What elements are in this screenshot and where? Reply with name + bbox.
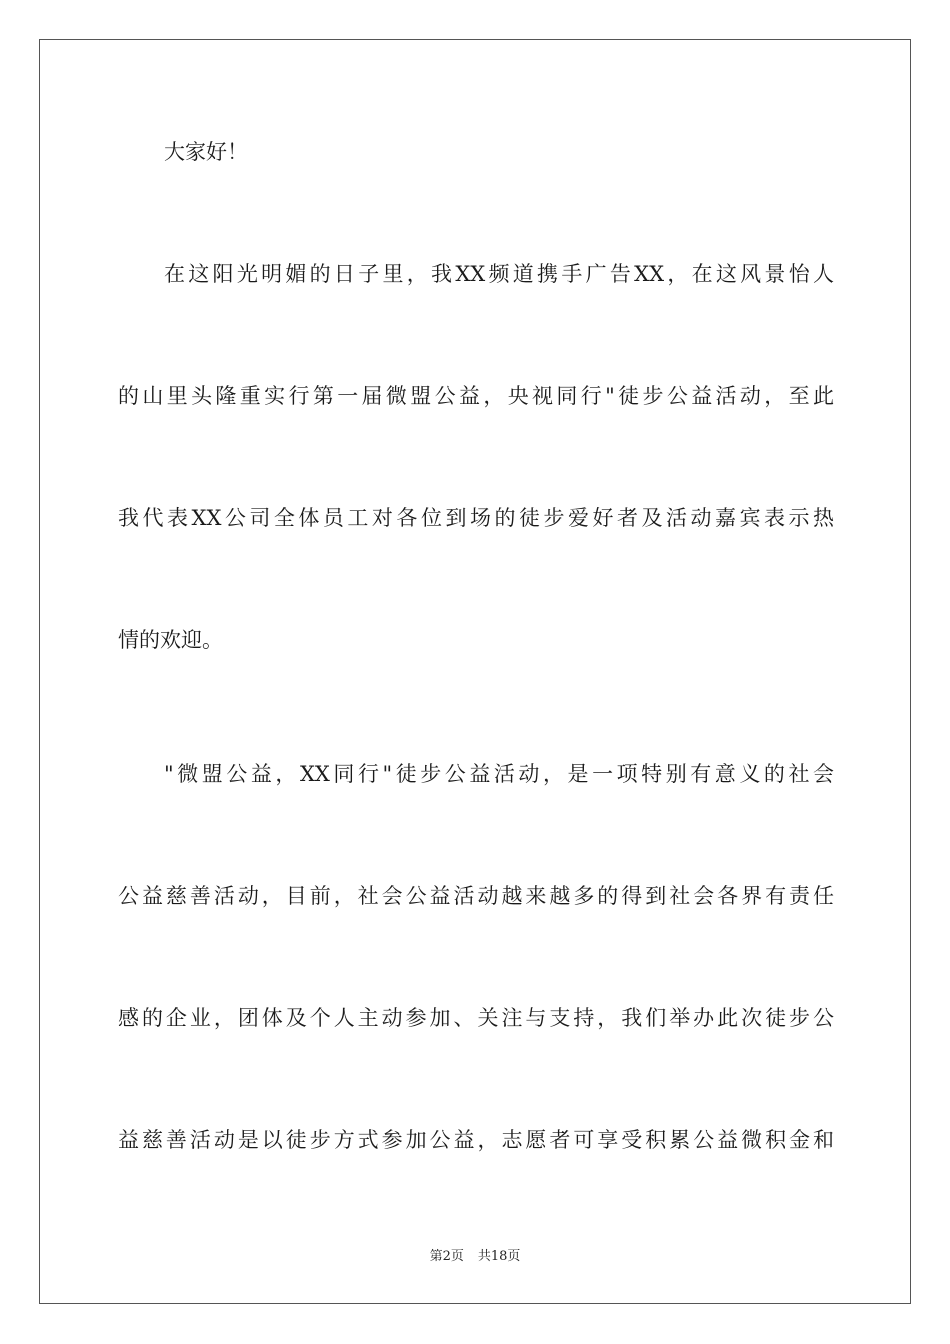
paragraph-line: 情的欢迎。 — [118, 628, 223, 652]
page-number: 第2页 — [429, 1249, 464, 1264]
paragraph-line: 的山里头隆重实行第一届微盟公益，央视同行"徒步公益活动，至此 — [118, 384, 834, 408]
paragraph-line-greeting: 大家好！ — [164, 140, 248, 164]
paragraph-line: 感的企业，团体及个人主动参加、关注与支持，我们举办此次徒步公 — [118, 1006, 834, 1030]
page-border — [39, 39, 911, 1304]
paragraph-line: 我代表XX公司全体员工对各位到场的徒步爱好者及活动嘉宾表示热 — [118, 506, 834, 530]
paragraph-line: 在这阳光明媚的日子里，我XX频道携手广告XX，在这风景怡人 — [164, 262, 834, 286]
page-footer — [0, 1248, 950, 1266]
paragraph-line: 益慈善活动是以徒步方式参加公益，志愿者可享受积累公益微积金和 — [118, 1128, 834, 1152]
paragraph-line: "微盟公益，XX同行"徒步公益活动，是一项特别有意义的社会 — [164, 762, 834, 786]
paragraph-line: 公益慈善活动，目前，社会公益活动越来越多的得到社会各界有责任 — [118, 884, 834, 908]
page-total: 共18页 — [477, 1249, 521, 1264]
